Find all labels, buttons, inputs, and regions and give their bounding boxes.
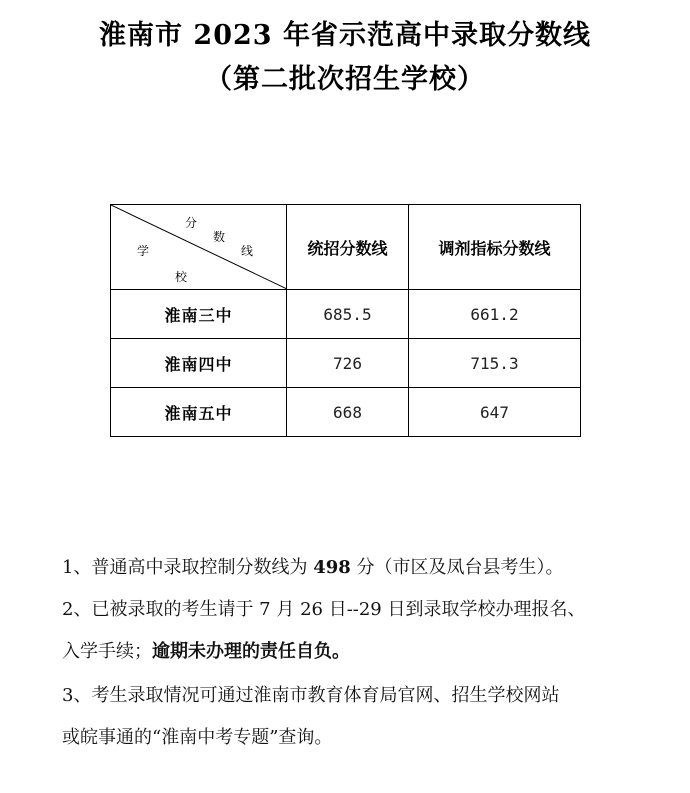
corner-label-score-3: 线 xyxy=(241,244,254,258)
adjusted-score: 647 xyxy=(409,388,581,437)
note-1-score: 498 xyxy=(313,557,351,578)
corner-label-score-2: 数 xyxy=(213,230,226,244)
adjusted-score: 661.2 xyxy=(409,290,581,339)
diagonal-header-cell xyxy=(111,205,287,290)
corner-label-score-1: 分 xyxy=(185,216,198,230)
table-header-row xyxy=(111,205,581,290)
note-1-text-b: 分（市区及凤台县考生）。 xyxy=(350,557,564,578)
note-3-line-2: 或皖事通的“淮南中考专题”查询。 xyxy=(62,727,333,748)
regular-score: 685.5 xyxy=(287,290,409,339)
note-2-line-1: 2、已被录取的考生请于 7 月 26 日--29 日到录取学校办理报名、 xyxy=(62,599,586,620)
regular-score: 726 xyxy=(287,339,409,388)
note-1 xyxy=(62,556,642,579)
note-1-text-a: 1、普通高中录取控制分数线为 xyxy=(62,557,314,578)
table-row xyxy=(111,339,581,388)
school-name: 淮南四中 xyxy=(111,339,287,388)
note-2-line-2 xyxy=(62,640,642,663)
regular-score: 668 xyxy=(287,388,409,437)
note-2-text: 入学手续； xyxy=(62,641,152,662)
note-2-warning: 逾期未办理的责任自负。 xyxy=(152,641,350,662)
page-title: 淮南市 2023 年省示范高中录取分数线 xyxy=(99,20,591,51)
admission-score-table xyxy=(110,204,581,437)
column-header-adjusted: 调剂指标分数线 xyxy=(409,205,581,290)
note-3-line-1: 3、考生录取情况可通过淮南市教育体育局官网、招生学校网站 xyxy=(62,685,560,706)
school-name: 淮南五中 xyxy=(111,388,287,437)
corner-label-school-1: 学 xyxy=(137,244,150,258)
school-name: 淮南三中 xyxy=(111,290,287,339)
table-row xyxy=(111,290,581,339)
column-header-regular: 统招分数线 xyxy=(287,205,409,290)
corner-label-school-2: 校 xyxy=(175,270,188,284)
page-subtitle: （第二批次招生学校） xyxy=(205,64,485,95)
table-row xyxy=(111,388,581,437)
adjusted-score: 715.3 xyxy=(409,339,581,388)
